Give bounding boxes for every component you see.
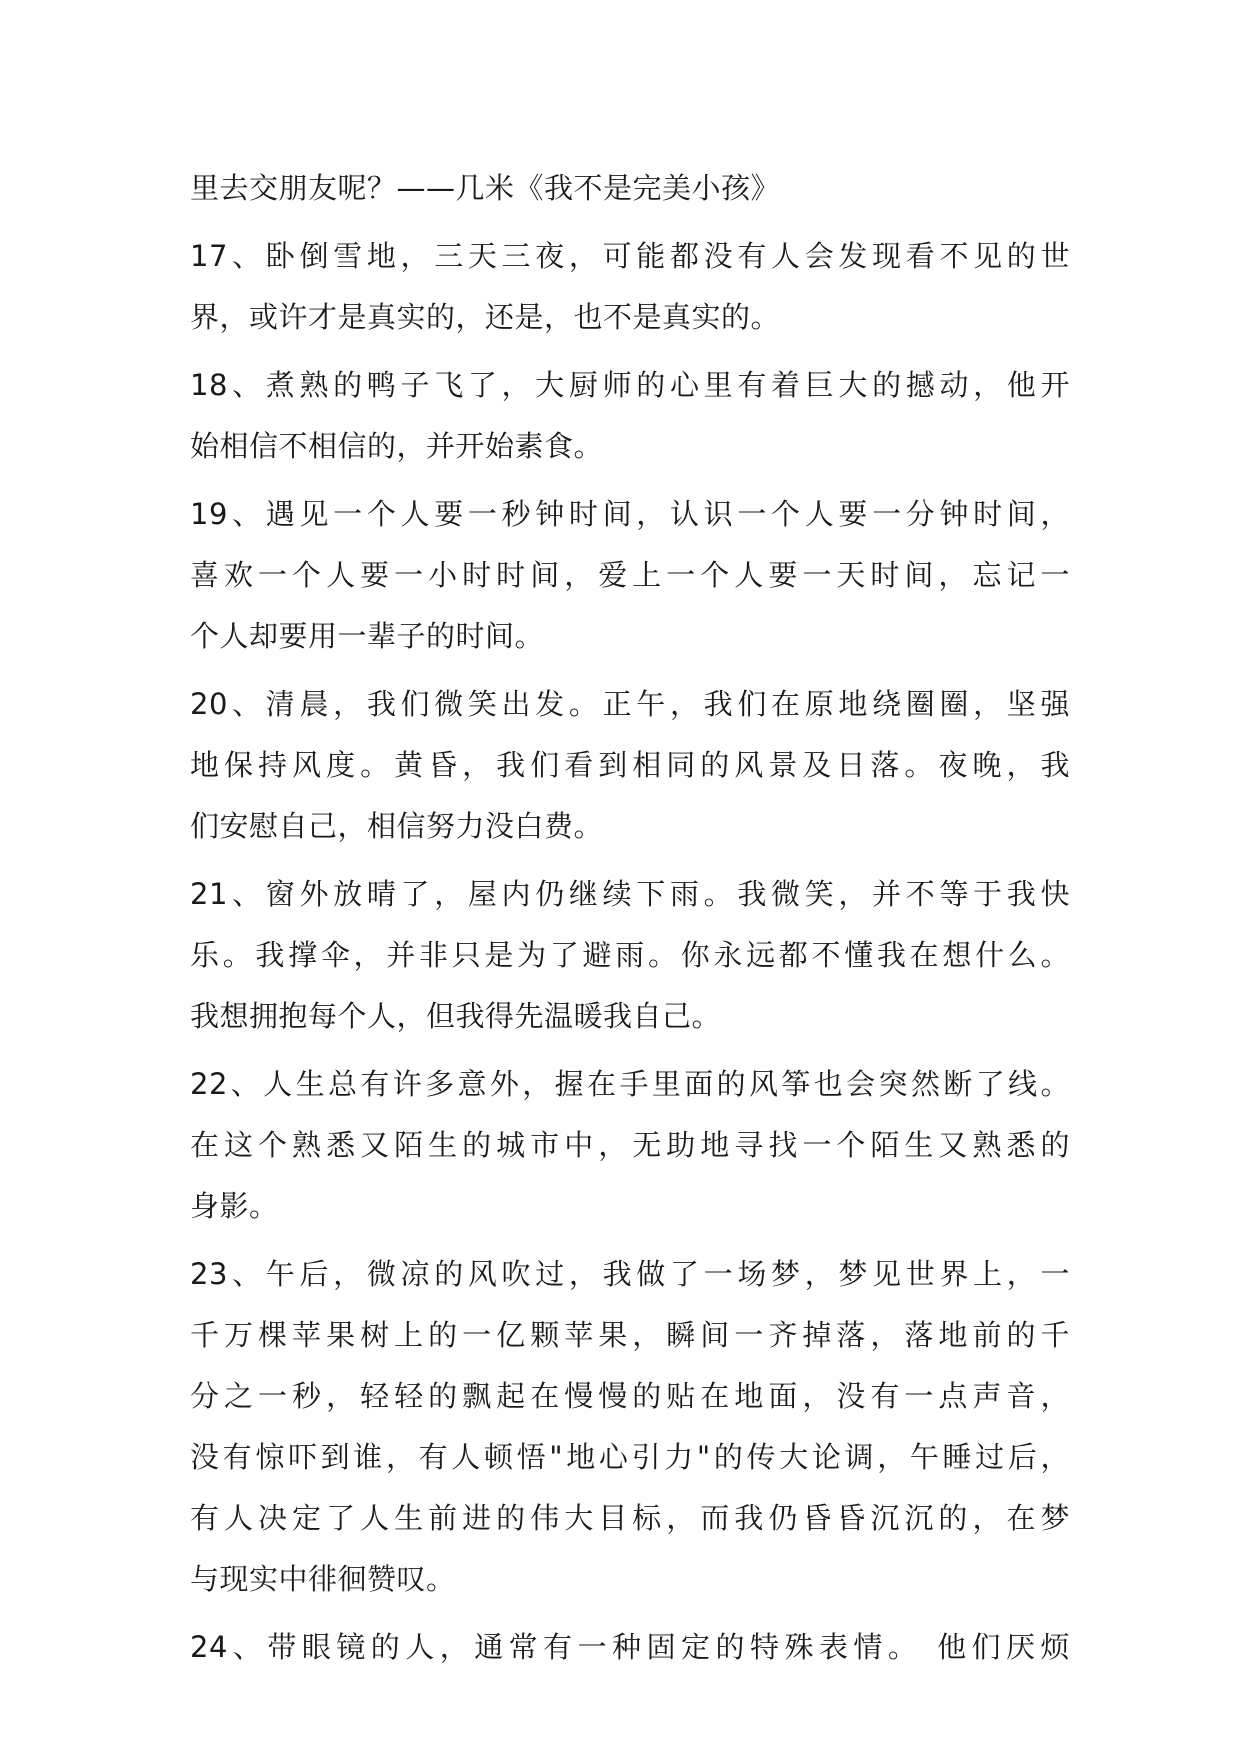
text-line: 与现实中徘徊赞叹。: [190, 1562, 456, 1596]
text-line: 有人决定了人生前进的伟大目标，而我仍昏昏沉沉的，在梦: [190, 1501, 1070, 1535]
text-line: 们安慰自己，相信努力没白费。: [190, 809, 604, 843]
text-line: 21、窗外放晴了，屋内仍继续下雨。我微笑，并不等于我快: [190, 877, 1070, 911]
text-line: 个人却要用一辈子的时间。: [190, 619, 545, 653]
text-line: 里去交朋友呢？——几米《我不是完美小孩》: [190, 171, 781, 205]
text-line: 24、带眼镜的人，通常有一种固定的特殊表情。 他们厌烦: [190, 1630, 1070, 1664]
text-line: 界，或许才是真实的，还是，也不是真实的。: [190, 300, 781, 334]
document-body: [190, 158, 1070, 1678]
text-line: 身影。: [190, 1189, 279, 1223]
text-line: 乐。我撑伞，并非只是为了避雨。你永远都不懂我在想什么。: [190, 938, 1070, 972]
text-line: 没有惊吓到谁，有人顿悟"地心引力"的传大论调，午睡过后，: [190, 1440, 1070, 1474]
text-line: 在这个熟悉又陌生的城市中，无助地寻找一个陌生又熟悉的: [190, 1128, 1070, 1162]
text-line: 分之一秒，轻轻的飘起在慢慢的贴在地面，没有一点声音，: [190, 1379, 1070, 1413]
text-line: 22、人生总有许多意外，握在手里面的风筝也会突然断了线。: [190, 1067, 1070, 1101]
text-line: 喜欢一个人要一小时时间，爱上一个人要一天时间，忘记一: [190, 558, 1070, 592]
text-line: 千万棵苹果树上的一亿颗苹果，瞬间一齐掉落，落地前的千: [190, 1318, 1070, 1352]
text-line: 我想拥抱每个人，但我得先温暖我自己。: [190, 999, 722, 1033]
text-line: 17、卧倒雪地，三天三夜，可能都没有人会发现看不见的世: [190, 239, 1070, 273]
text-line: 23、午后，微凉的风吹过，我做了一场梦，梦见世界上，一: [190, 1257, 1070, 1291]
text-line: 18、煮熟的鸭子飞了，大厨师的心里有着巨大的撼动，他开: [190, 368, 1070, 402]
text-line: 20、清晨，我们微笑出发。正午，我们在原地绕圈圈，坚强: [190, 687, 1070, 721]
text-line: 始相信不相信的，并开始素食。: [190, 429, 604, 463]
text-line: 19、遇见一个人要一秒钟时间，认识一个人要一分钟时间，: [190, 497, 1070, 531]
text-line: 地保持风度。黄昏，我们看到相同的风景及日落。夜晚，我: [190, 748, 1070, 782]
